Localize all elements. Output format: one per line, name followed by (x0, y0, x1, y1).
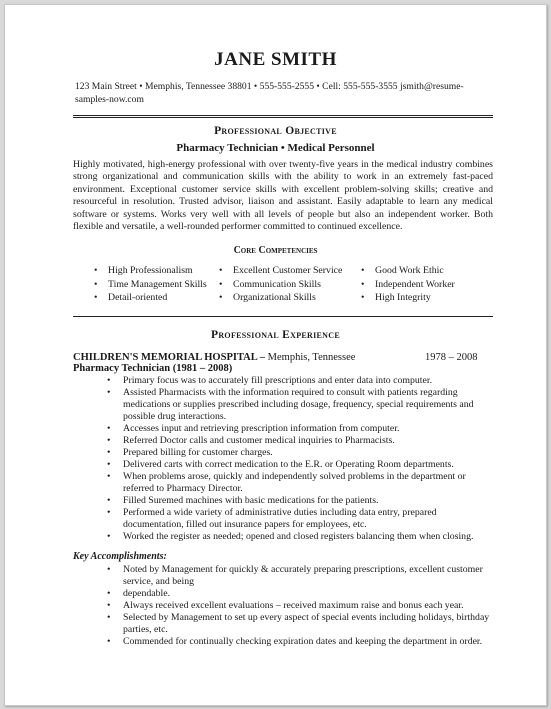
accomplishments-list (105, 564, 490, 648)
accomplishment-item: • dependable. (105, 588, 490, 600)
employer-name: CHILDREN'S MEMORIAL HOSPITAL – (73, 352, 266, 363)
divider (73, 316, 493, 317)
duty-item: • Referred Doctor calls and customer medical inquiries to Pharmacists. (105, 435, 490, 447)
duty-item: • Filled Suremed machines with basic medications for the patients. (105, 495, 490, 507)
competency-item: • High Integrity (361, 291, 455, 305)
duty-item: • Prepared billing for customer charges. (105, 447, 490, 459)
duty-item: • Performed a wide variety of administrative duties including data entry, prepared documentation, filled out insurance papers for employees, etc. (105, 507, 490, 531)
competency-item: • Excellent Customer Service (219, 264, 342, 278)
objective-heading: Professional Objective (214, 125, 337, 137)
duty-item: • When problems arose, quickly and independently solved problems in the department or referred to Pharmacy Director. (105, 471, 490, 495)
competency-item: • Organizational Skills (219, 291, 342, 305)
duty-item: • Assisted Pharmacists with the information required to consult with patients regarding medications or supplies prescribed including dosage, frequency, special requirements and possible drug interactions. (105, 387, 490, 423)
contact-line: 123 Main Street • Memphis, Tennessee 38801 • 555-555-2555 • Cell: 555-555-3555 jsmith@resume-samples-now.com (75, 81, 464, 105)
competency-item: • Independent Worker (361, 278, 455, 292)
divider (73, 115, 493, 118)
duty-item: • Delivered carts with correct medication to the E.R. or Operating Room departments. (105, 459, 490, 471)
summary-paragraph: Highly motivated, high-energy professional with over twenty-five years in the medical industry combines strong organizational and communication skills with the ability to work in an extremely fast-paced environment. Exceptional customer service skills with excellent problem-solving skills; creative and resourceful in resolution. Trusted advisor, liaison and assistant. Easily adaptable to learn any medical software or systems. Works very well with all levels of people but also an independent worker. Both flexible and versatile, a well-rounded performer committed to continued excellence. (73, 159, 493, 233)
competency-item: • Detail-oriented (94, 291, 207, 305)
accomplishment-item: • Always received excellent evaluations – received maximum raise and bonus each year. (105, 600, 490, 612)
accomplishment-item: • Selected by Management to set up every aspect of special events including holidays, birthday parties, etc. (105, 612, 490, 636)
accomplishments-heading: Key Accomplishments: (73, 551, 167, 562)
employment-dates: 1978 – 2008 (425, 352, 478, 363)
objective-subtitle: Pharmacy Technician • Medical Personnel (176, 142, 375, 154)
accomplishment-item: • Noted by Management for quickly & accurately preparing prescriptions, excellent customer service, and being (105, 564, 490, 588)
competency-item: • Communication Skills (219, 278, 342, 292)
duties-list (105, 375, 490, 543)
duty-item: • Accesses input and retrieving prescription information from computer. (105, 423, 490, 435)
competency-item: • High Professionalism (94, 264, 207, 278)
competency-item: • Good Work Ethic (361, 264, 455, 278)
employer-location: Memphis, Tennessee (267, 352, 356, 363)
competency-column (219, 264, 342, 305)
competency-column (94, 264, 207, 305)
duty-item: • Primary focus was to accurately fill prescriptions and enter data into computer. (105, 375, 490, 387)
experience-heading: Professional Experience (211, 329, 340, 341)
accomplishment-item: • Commended for continually checking expiration dates and keeping the department in order. (105, 636, 490, 648)
duty-item: • Worked the register as needed; opened and closed registers balancing them when closing. (105, 531, 490, 543)
applicant-name: JANE SMITH (214, 49, 337, 70)
competencies-heading: Core Competencies (233, 245, 318, 256)
competency-item: • Time Management Skills (94, 278, 207, 292)
competency-column (361, 264, 455, 305)
job-title: Pharmacy Technician (1981 – 2008) (73, 363, 233, 374)
resume-page (4, 4, 547, 706)
